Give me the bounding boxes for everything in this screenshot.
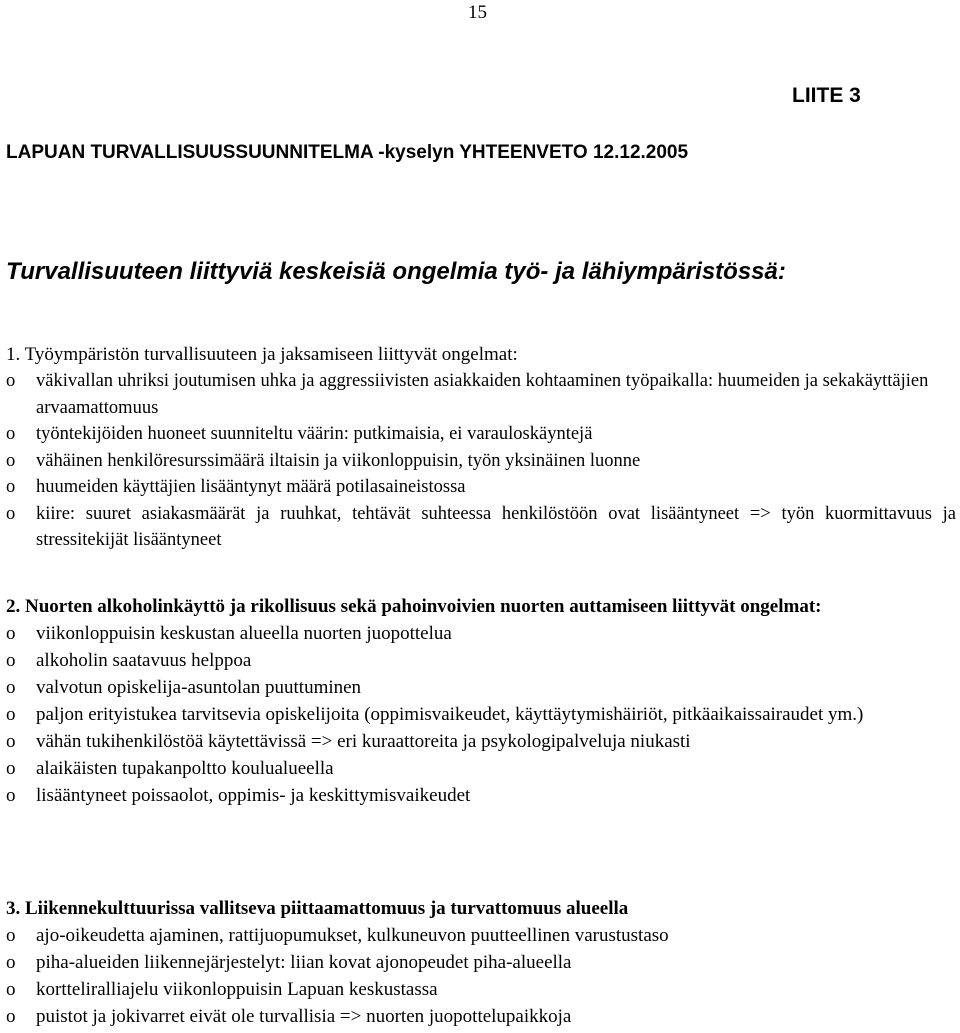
bullet-icon: o — [6, 1006, 16, 1027]
section-title: 1. Työympäristön turvallisuuteen ja jaksamiseen liittyvät ongelmat: — [6, 344, 518, 365]
list-item: o väkivallan uhriksi joutumisen uhka ja aggressiivisten asiakkaiden kohtaaminen työpaikalla: huumeiden ja sekakäyttäjien arvaamattomuus — [6, 368, 956, 421]
item-list — [6, 620, 956, 809]
bullet-icon: o — [6, 677, 16, 698]
list-item: o työntekijöiden huoneet suunniteltu väärin: putkimaisia, ei varauloskäyntejä — [6, 421, 956, 448]
bullet-icon: o — [6, 952, 16, 973]
section-title: 3. Liikennekulttuurissa vallitseva piittaamattomuus ja turvattomuus alueella — [6, 898, 629, 919]
bullet-icon: o — [6, 758, 16, 779]
list-item: o piha-alueiden liikennejärjestelyt: liian kovat ajonopeudet piha-alueella — [6, 949, 956, 976]
list-item: o vähän tukihenkilöstöä käytettävissä => eri kuraattoreita ja psykologipalveluja niukasti — [6, 728, 956, 755]
bullet-icon: o — [6, 785, 16, 806]
list-item: o alkoholin saatavuus helppoa — [6, 647, 956, 674]
bullet-icon: o — [6, 650, 16, 671]
list-item: o huumeiden käyttäjien lisääntynyt määrä potilasaineistossa — [6, 474, 956, 501]
list-item: o ajo-oikeudetta ajaminen, rattijuopumukset, kulkuneuvon puutteellinen varustustaso — [6, 922, 956, 949]
list-item: o lisääntyneet poissaolot, oppimis- ja keskittymisvaikeudet — [6, 782, 956, 809]
bullet-icon: o — [6, 503, 16, 524]
bullet-icon: o — [6, 424, 16, 444]
list-item: o kiire: suuret asiakasmäärät ja ruuhkat, tehtävät suhteessa henkilöstöön ovat lisääntyneet => työn kuormittavuus ja stressitekijät lisääntyneet — [6, 501, 956, 554]
list-item: o alaikäisten tupakanpoltto koulualueella — [6, 755, 956, 782]
page-heading: Turvallisuuteen liittyviä keskeisiä ongelmia työ- ja lähiympäristössä: — [6, 258, 786, 285]
bullet-icon: o — [6, 979, 16, 1000]
section-traffic — [6, 896, 956, 1030]
list-item: o kortteliralliajelu viikonloppuisin Lapuan keskustassa — [6, 976, 956, 1003]
page-number: 15 — [468, 2, 487, 23]
list-item: o puistot ja jokivarret eivät ole turvallisia => nuorten juopottelupaikkoja — [6, 1003, 956, 1030]
list-item: o viikonloppuisin keskustan alueella nuorten juopottelua — [6, 620, 956, 647]
item-list — [6, 368, 956, 554]
bullet-icon: o — [6, 623, 16, 644]
list-item: o vähäinen henkilöresurssimäärä iltaisin ja viikonloppuisin, työn yksinäinen luonne — [6, 448, 956, 475]
section-title: 2. Nuorten alkoholinkäyttö ja rikollisuus sekä pahoinvoivien nuorten auttamiseen liittyvät ongelmat: — [6, 596, 822, 617]
list-item: o valvotun opiskelija-asuntolan puuttuminen — [6, 674, 956, 701]
bullet-icon: o — [6, 925, 16, 946]
section-youth — [6, 594, 956, 809]
bullet-icon: o — [6, 477, 16, 497]
bullet-icon: o — [6, 371, 16, 391]
bullet-icon: o — [6, 731, 16, 752]
list-item: o paljon erityistukea tarvitsevia opiskelijoita (oppimisvaikeudet, käyttäytymishäiriöt, pitkäaikaissairaudet ym.) — [6, 701, 956, 728]
item-list — [6, 922, 956, 1030]
bullet-icon: o — [6, 450, 16, 471]
report-title: LAPUAN TURVALLISUUSSUUNNITELMA -kyselyn YHTEENVETO 12.12.2005 — [6, 142, 689, 163]
appendix-label: LIITE 3 — [792, 84, 861, 107]
bullet-icon: o — [6, 704, 16, 725]
section-workplace — [6, 342, 956, 554]
